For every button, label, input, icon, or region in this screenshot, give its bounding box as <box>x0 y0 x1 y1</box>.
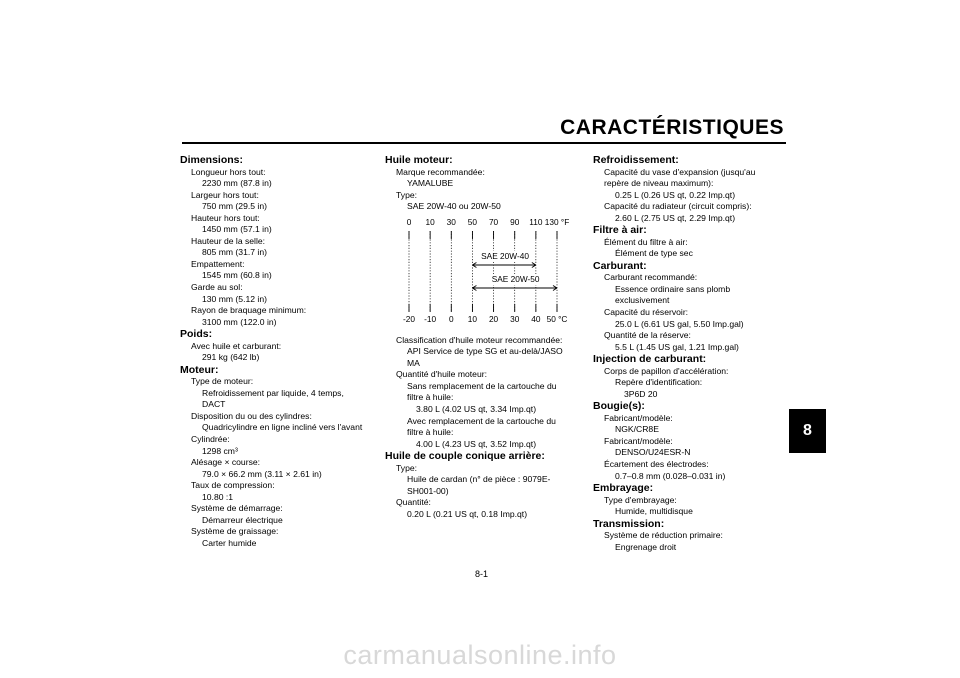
spec-line: Démarreur électrique <box>202 514 283 525</box>
fahrenheit-tick-label: 70 <box>488 216 499 227</box>
spec-line: Avec huile et carburant: <box>191 340 282 351</box>
spec-line: MA <box>407 357 420 368</box>
spec-line: Type: <box>396 462 418 473</box>
spec-line: Repère d'identification: <box>615 377 703 388</box>
spec-line: 4.00 L (4.23 US qt, 3.52 Imp.qt) <box>416 438 537 449</box>
section-heading: Dimensions: <box>180 154 244 166</box>
section-heading: Injection de carburant: <box>593 353 707 366</box>
section-heading: Moteur: <box>180 363 219 376</box>
section-heading: Huile de couple conique arrière: <box>385 450 545 463</box>
spec-line: Huile de cardan (n° de pièce : 9079E- <box>407 474 551 485</box>
section-heading: Carburant: <box>593 259 647 272</box>
spec-line: 750 mm (29.5 in) <box>202 201 267 212</box>
spec-line: 5.5 L (1.45 US gal, 1.21 Imp.gal) <box>615 341 739 352</box>
spec-line: 1298 cm³ <box>202 445 238 456</box>
section-heading: Filtre à air: <box>593 224 647 237</box>
spec-line: Élément de type sec <box>615 248 693 259</box>
spec-line: Corps de papillon d'accélération: <box>604 365 729 376</box>
oil-viscosity-chart <box>401 216 570 327</box>
spec-line: Capacité du réservoir: <box>604 306 689 317</box>
spec-line: 3.80 L (4.02 US qt, 3.34 Imp.qt) <box>416 403 537 414</box>
spec-line: Marque recommandée: <box>396 166 485 177</box>
spec-line: Longueur hors tout: <box>191 166 266 177</box>
spec-line: Système de réduction primaire: <box>604 530 723 541</box>
spec-line: 130 mm (5.12 in) <box>202 293 267 304</box>
spec-line: SAE 20W-40 ou 20W-50 <box>407 201 501 212</box>
spec-line: Disposition du ou des cylindres: <box>191 410 312 421</box>
spec-line: YAMALUBE <box>407 178 454 189</box>
spec-line: filtre à huile: <box>407 427 454 438</box>
spec-line: Quantité d'huile moteur: <box>396 369 487 380</box>
celsius-tick-label: 10 <box>467 313 478 324</box>
title-rule <box>182 142 786 144</box>
spec-line: 3P6D 20 <box>624 388 658 399</box>
section-heading: Embrayage: <box>593 482 654 495</box>
spec-line: Empattement: <box>191 258 245 269</box>
spec-line: Essence ordinaire sans plomb <box>615 283 731 294</box>
spec-line: Quadricylindre en ligne incliné vers l'avant <box>202 422 363 433</box>
spec-line: 0.25 L (0.26 US qt, 0.22 Imp.qt) <box>615 189 736 200</box>
column-cooling <box>593 154 793 553</box>
spec-line: 79.0 × 66.2 mm (3.11 × 2.61 in) <box>202 468 322 479</box>
fahrenheit-tick-label: 10 <box>425 216 435 227</box>
spec-line: Système de graissage: <box>191 526 279 537</box>
spec-line: Type d'embrayage: <box>604 494 677 505</box>
spec-line: 10.80 :1 <box>202 491 234 502</box>
spec-line: DACT <box>202 399 226 410</box>
spec-line: Hauteur hors tout: <box>191 212 260 223</box>
spec-line: 291 kg (642 lb) <box>202 352 260 363</box>
section-heading: Bougie(s): <box>593 400 645 413</box>
spec-line: Cylindrée: <box>191 433 230 444</box>
spec-line: 0.20 L (0.21 US qt, 0.18 Imp.qt) <box>407 508 528 519</box>
spec-line: 2230 mm (87.8 in) <box>202 178 272 189</box>
engine-oil-top <box>385 154 585 213</box>
chapter-tab: 8 <box>789 409 826 453</box>
celsius-tick-label: 0 <box>448 313 454 324</box>
spec-line: Quantité de la réserve: <box>604 330 691 341</box>
spec-line: Type: <box>396 189 418 200</box>
spec-line: Avec remplacement de la cartouche du <box>407 415 556 426</box>
celsius-tick-label: 40 <box>531 313 541 324</box>
spec-line: 1450 mm (57.1 in) <box>202 224 272 235</box>
spec-line: Quantité: <box>396 497 431 508</box>
celsius-tick-label: -20 <box>403 313 415 324</box>
engine-oil-bottom <box>385 335 585 521</box>
spec-line: Humide, multidisque <box>615 506 693 517</box>
spec-line: Taux de compression: <box>191 480 275 491</box>
spec-line: API Service de type SG et au-delà/JASO <box>407 346 563 357</box>
spec-line: Carter humide <box>202 537 257 548</box>
spec-line: Type de moteur: <box>191 376 254 387</box>
spec-line: NGK/CR8E <box>615 424 659 435</box>
fahrenheit-tick-label: 30 <box>446 216 456 227</box>
column-dimensions <box>180 154 380 549</box>
fahrenheit-tick-label: 130 °F <box>544 216 570 227</box>
celsius-tick-label: 20 <box>488 313 499 324</box>
spec-line: Fabricant/modèle: <box>604 412 673 423</box>
celsius-tick-label: 50 °C <box>546 313 568 324</box>
spec-line: Largeur hors tout: <box>191 189 259 200</box>
spec-line: Sans remplacement de la cartouche du <box>407 380 557 391</box>
spec-line: 0.7–0.8 mm (0.028–0.031 in) <box>615 470 726 481</box>
oil-viscosity-chart-svg <box>401 217 561 327</box>
viscosity-range-bar <box>472 262 535 267</box>
spec-line: repère de niveau maximum): <box>604 178 714 189</box>
spec-line: Hauteur de la selle: <box>191 235 266 246</box>
spec-line: Classification d'huile moteur recommandée: <box>396 334 563 345</box>
spec-line: Alésage × course: <box>191 457 261 468</box>
spec-line: filtre à huile: <box>407 392 454 403</box>
viscosity-grade-label: SAE 20W-40 <box>481 250 529 261</box>
spec-line: 805 mm (31.7 in) <box>202 247 267 258</box>
fahrenheit-tick-label: 90 <box>510 216 520 227</box>
spec-line: 2.60 L (2.75 US qt, 2.29 Imp.qt) <box>615 212 736 223</box>
section-heading: Refroidissement: <box>593 154 679 166</box>
spec-line: Système de démarrage: <box>191 503 283 514</box>
spec-line: SH001-00) <box>407 485 449 496</box>
spec-line: Engrenage droit <box>615 541 677 552</box>
spec-line: Fabricant/modèle: <box>604 435 673 446</box>
spec-line: Garde au sol: <box>191 281 243 292</box>
fahrenheit-tick-label: 110 <box>529 216 543 227</box>
viscosity-grade-label: SAE 20W-50 <box>491 273 540 284</box>
spec-line: Rayon de braquage minimum: <box>191 305 307 316</box>
section-heading: Huile moteur: <box>385 154 453 166</box>
spec-line: Capacité du radiateur (circuit compris): <box>604 201 752 212</box>
celsius-tick-label: -10 <box>424 313 437 324</box>
spec-line: 3100 mm (122.0 in) <box>202 316 277 327</box>
fahrenheit-tick-label: 0 <box>406 216 412 227</box>
spec-line: 25.0 L (6.61 US gal, 5.50 Imp.gal) <box>615 318 744 329</box>
spec-line: 1545 mm (60.8 in) <box>202 270 272 281</box>
spec-line: Carburant recommandé: <box>604 272 698 283</box>
spec-line: exclusivement <box>615 295 670 306</box>
spec-line: DENSO/U24ESR-N <box>615 447 691 458</box>
spec-line: Élément du filtre à air: <box>604 236 688 247</box>
celsius-tick-label: 30 <box>510 313 520 324</box>
viscosity-range-bar <box>472 285 557 290</box>
fahrenheit-tick-label: 50 <box>467 216 478 227</box>
spec-line: Écartement des électrodes: <box>604 458 709 469</box>
column-engine-oil <box>385 154 585 520</box>
page-number: 8-1 <box>475 569 489 579</box>
spec-line: Refroidissement par liquide, 4 temps, <box>202 387 344 398</box>
watermark: carmanualsonline.info <box>343 640 617 670</box>
spec-line: Capacité du vase d'expansion (jusqu'au <box>604 166 756 177</box>
page-title: CARACTÉRISTIQUES <box>560 116 784 139</box>
section-heading: Transmission: <box>593 517 665 530</box>
section-heading: Poids: <box>180 328 213 341</box>
